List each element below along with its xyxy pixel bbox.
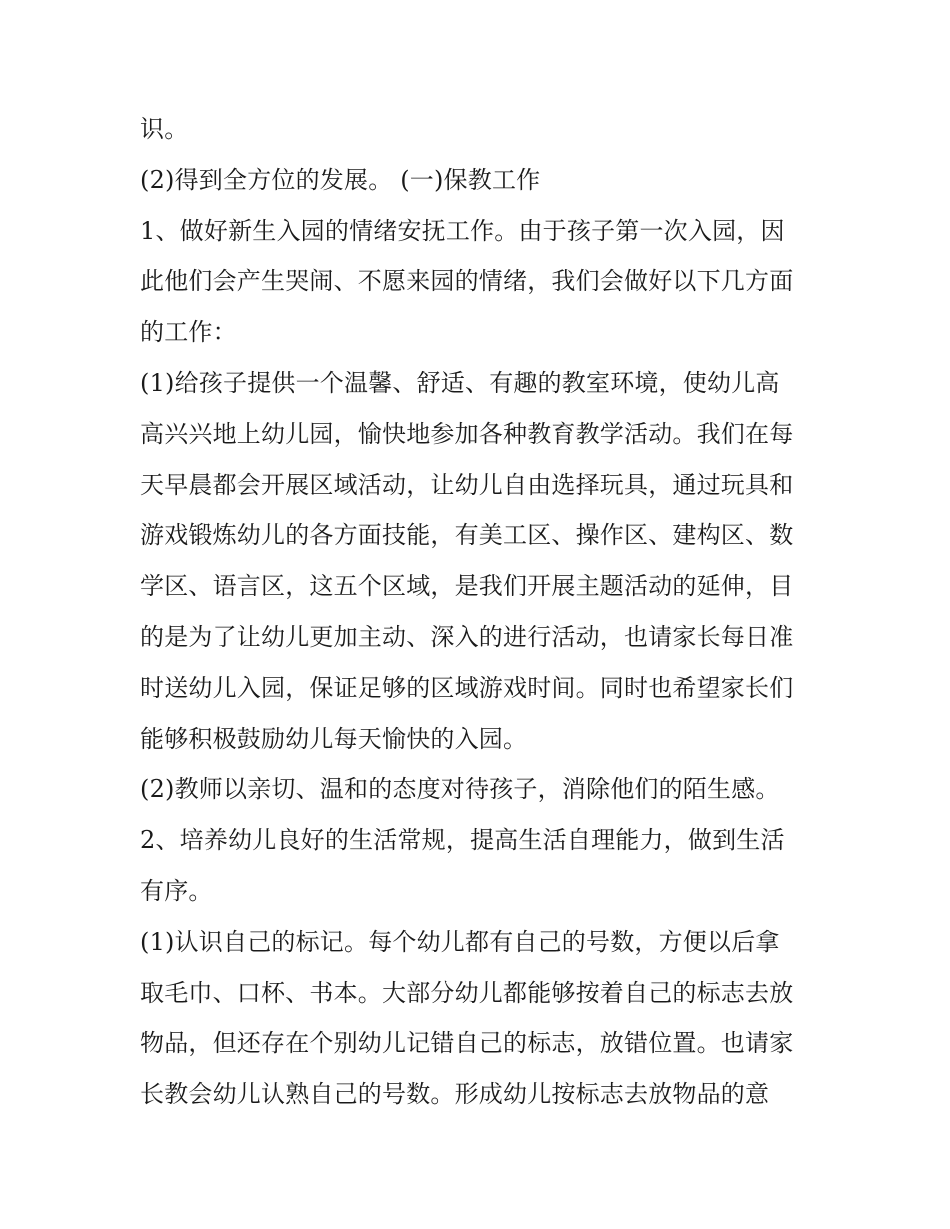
text-line: 能够积极鼓励幼儿每天愉快的入园。 bbox=[140, 724, 528, 753]
text-line: 时送幼儿入园，保证足够的区域游戏时间。同时也希望家长们 bbox=[140, 673, 794, 702]
text-line: 取毛巾、口杯、书本。大部分幼儿都能够按着自己的标志去放 bbox=[140, 978, 794, 1007]
text-line: (1)给孩子提供一个温馨、舒适、有趣的教室环境，使幼儿高 bbox=[140, 368, 780, 397]
text-line: 物品，但还存在个别幼儿记错自己的标志，放错位置。也请家 bbox=[140, 1029, 794, 1058]
text-line: (2)得到全方位的发展。 (一)保教工作 bbox=[140, 165, 541, 194]
text-line: (2)教师以亲切、温和的态度对待孩子，消除他们的陌生感。 bbox=[140, 775, 780, 804]
text-line: (1)认识自己的标记。每个幼儿都有自己的号数，方便以后拿 bbox=[140, 927, 780, 956]
text-line: 学区、语言区，这五个区域，是我们开展主题活动的延伸，目 bbox=[140, 572, 794, 601]
text-line: 2、培养幼儿良好的生活常规，提高生活自理能力，做到生活 bbox=[140, 826, 785, 855]
text-line: 的工作： bbox=[140, 318, 237, 347]
text-line: 此他们会产生哭闹、不愿来园的情绪，我们会做好以下几方面 bbox=[140, 267, 794, 296]
text-line: 有序。 bbox=[140, 876, 213, 905]
text-line: 识。 bbox=[140, 115, 189, 143]
text-line: 高兴兴地上幼儿园，愉快地参加各种教育教学活动。我们在每 bbox=[140, 419, 794, 448]
document-body bbox=[140, 104, 820, 1120]
text-line: 游戏锻炼幼儿的各方面技能，有美工区、操作区、建构区、数 bbox=[140, 521, 794, 550]
text-line: 1、做好新生入园的情绪安抚工作。由于孩子第一次入园，因 bbox=[140, 216, 785, 245]
text-line: 的是为了让幼儿更加主动、深入的进行活动，也请家长每日准 bbox=[140, 622, 794, 651]
text-line: 天早晨都会开展区域活动，让幼儿自由选择玩具，通过玩具和 bbox=[140, 470, 794, 499]
text-line: 长教会幼儿认熟自己的号数。形成幼儿按标志去放物品的意 bbox=[140, 1080, 770, 1109]
